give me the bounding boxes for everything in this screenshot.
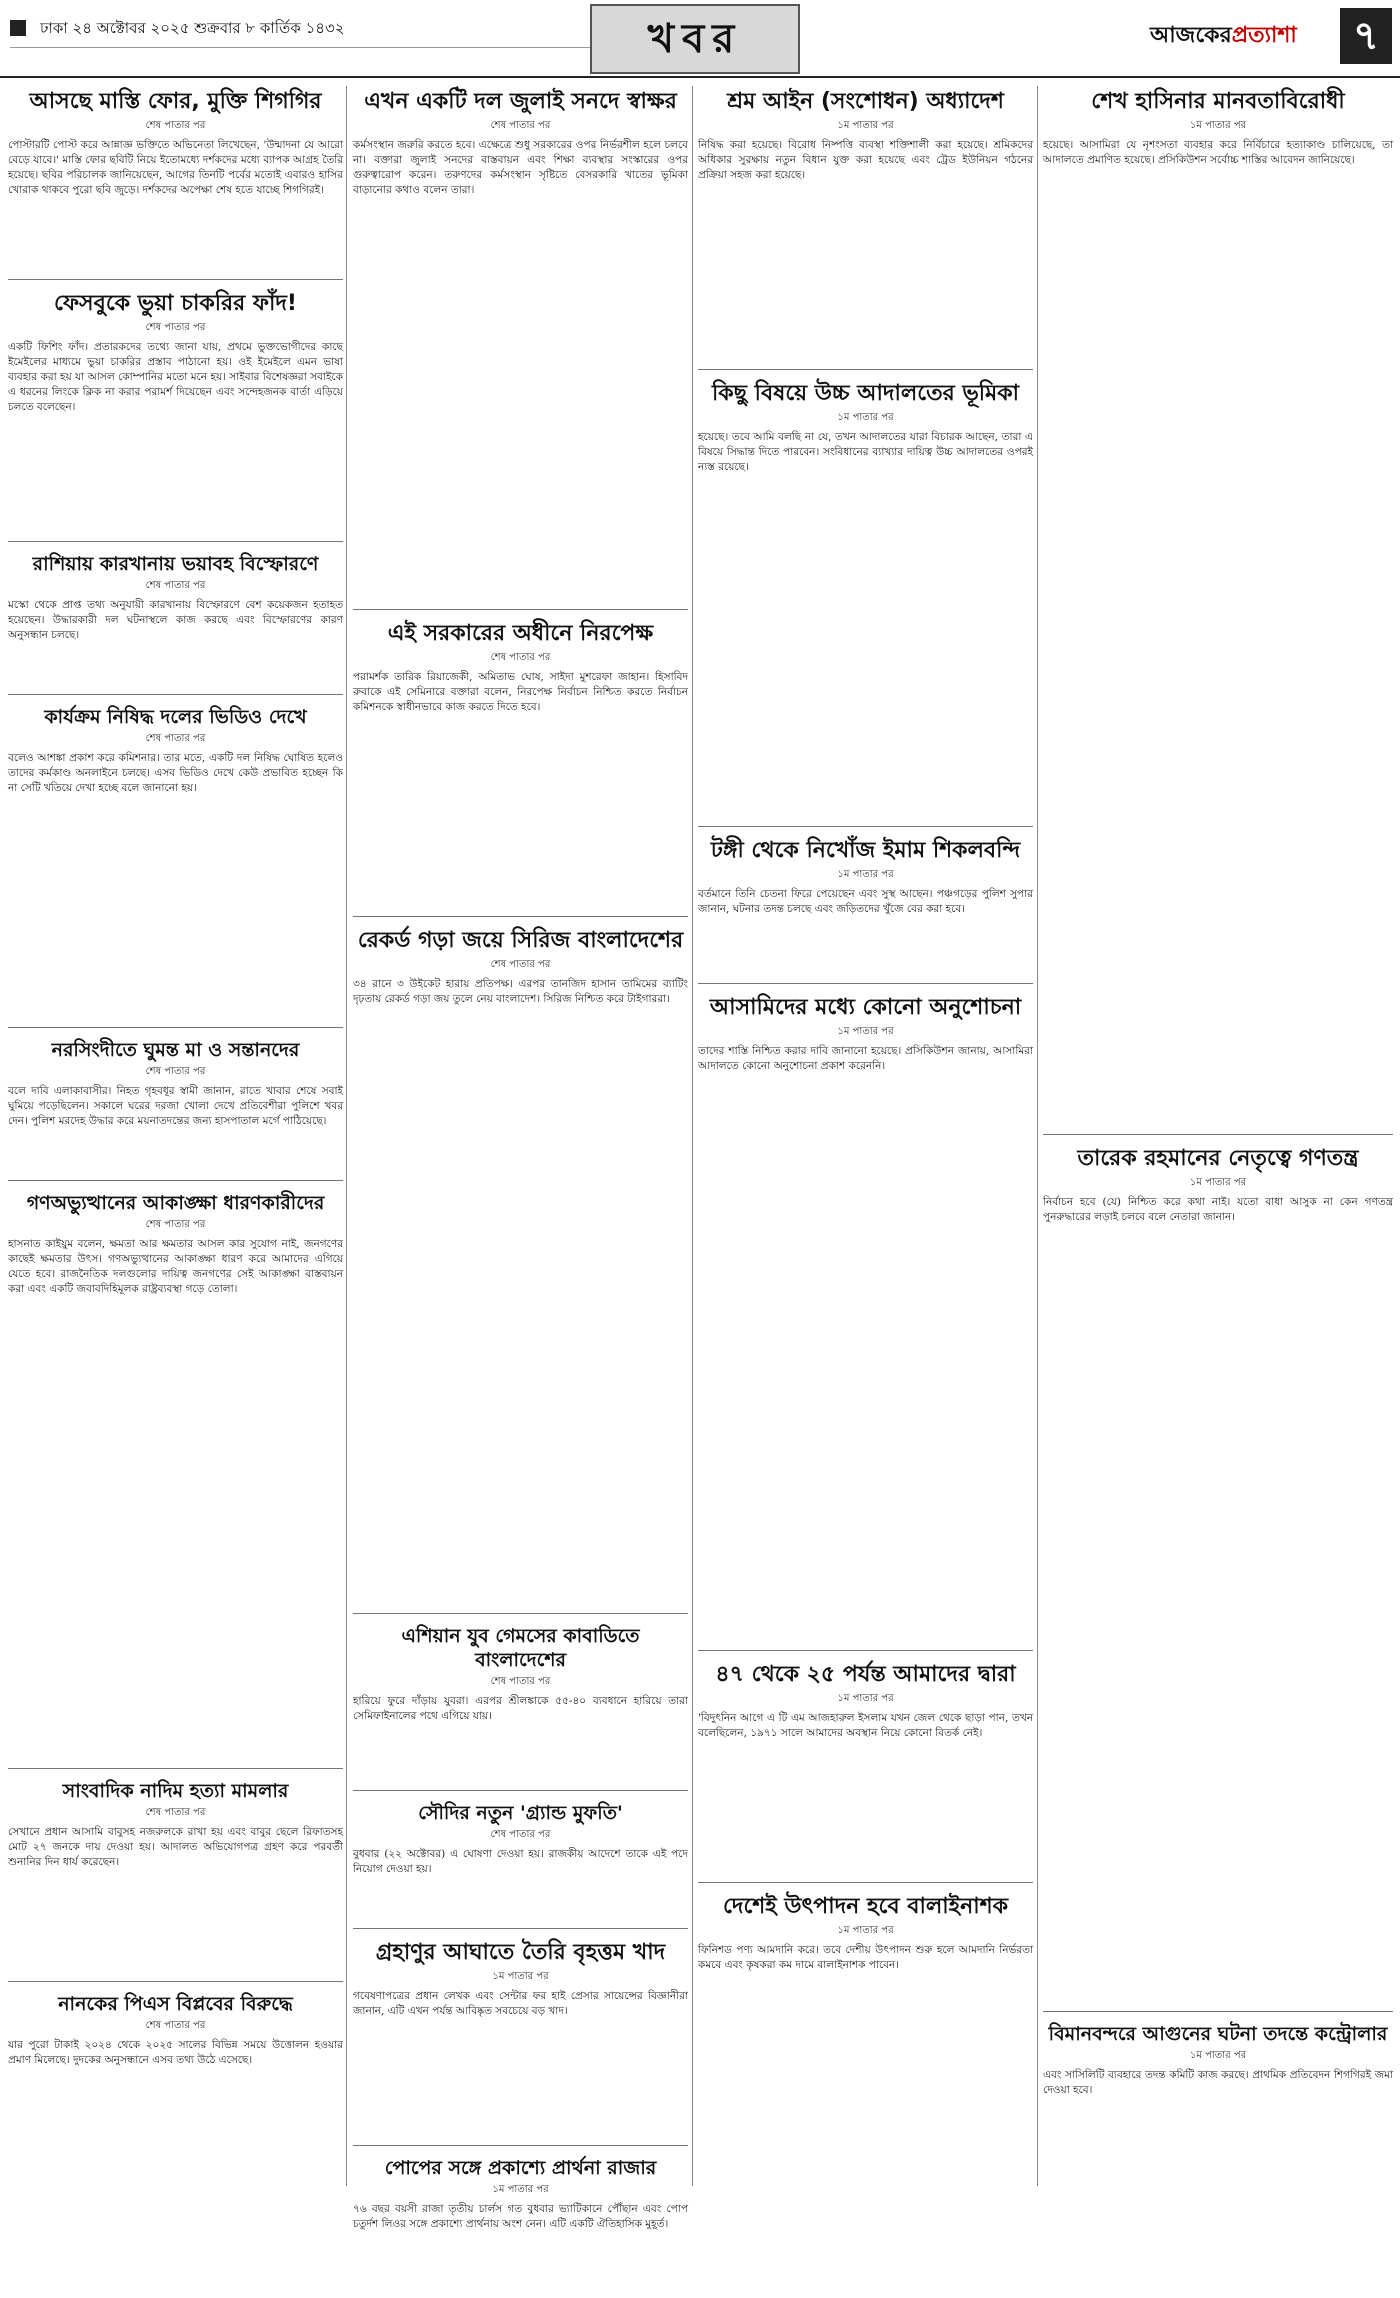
page-number: ৭ [1340,8,1392,64]
article-body: ফিনিশড পণ্য আমদানি করে। তবে দেশীয় উৎপাদন শুরু হলে আমদানি নির্ভরতা কমবে এবং কৃষকরা কম দামে বালাইনাশক পাবেন। [698,1944,1033,1971]
date-line [10,8,650,48]
jump-label: ১ম পাতার পর [492,2184,549,2195]
headline[interactable]: টঙ্গী থেকে নিখোঁজ ইমাম শিকলবন্দি [710,838,1021,863]
article-body: ৭৬ বছর বয়সী রাজা তৃতীয় চার্লস গত বুধবার ভ্যাটিকানে পৌঁছান এবং পোপ চতুর্দশ লিওর সঙ্গে প্রকাশ্যে প্রার্থনায় অংশ নেন। এটি একটি ঐতিহাসিক মুহূর্ত। [353,2203,688,2230]
jump-label: ১ম পাতার পর [837,1925,894,1936]
article[interactable] [8,1779,343,1982]
headline[interactable]: সাংবাদিক নাদিম হত্যা মামলার [62,1780,289,1802]
article-body: একটি ফিশিং ফাঁদ। প্রতারকদের তথ্যে জানা যায়, প্রথমে ভুক্তভোগীদের কাছে ইমেইলের মাধ্যমে ভুয়া চাকরির প্রস্তাব পাঠানো হয়। ওই ইমেইলে এমন ভাষা ব্যবহার করা হয় যা আসল কোম্পানির মতো মনে হয়। সাইবার বিশেষজ্ঞরা সবাইকে এ ধরনের লিংকে ক্লিক না করার পরামর্শ দিয়েছেন এবং সন্দেহজনক বার্তা এড়িয়ে চলতে বলেছেন। [8,341,343,413]
jump-label: ১ম পাতার পর [837,869,894,880]
headline[interactable]: এশিয়ান যুব গেমসের কাবাডিতে বাংলাদেশের [401,1625,640,1671]
article[interactable] [8,88,343,280]
article-body: হয়েছে। তবে আমি বলছি না যে, তখন আদালতের যারা বিচারক আছেন, তারা এ বিষয়ে সিদ্ধান্ত দিতে পারবেন। সংবিধানের ব্যাখ্যার দায়িত্ব উচ্চ আদালতের ওপরই ন্যস্ত রয়েছে। [698,431,1033,473]
jump-label: শেষ পাতার পর [145,322,206,333]
headline[interactable]: কার্যক্রম নিষিদ্ধ দলের ভিডিও দেখে [44,706,307,728]
article[interactable] [8,1992,343,2134]
article[interactable] [1043,2022,1393,2119]
headline[interactable]: শ্রম আইন (সংশোধন) অধ্যাদেশ [727,89,1004,114]
jump-label: শেষ পাতার পর [145,1807,206,1818]
date-marker-icon [10,20,26,36]
article[interactable] [8,1038,343,1181]
jump-label: শেষ পাতার পর [145,120,206,131]
headline[interactable]: শেখ হাসিনার মানবতাবিরোধী [1091,89,1345,114]
jump-label: ১ম পাতার পর [837,1026,894,1037]
column-2 [353,86,688,2230]
jump-label: ১ম পাতার পর [1189,1177,1247,1188]
jump-label: ১ম পাতার পর [837,1693,894,1704]
jump-label: শেষ পাতার পর [490,1676,551,1687]
jump-label: শেষ পাতার পর [490,1829,551,1840]
article-body: হাসনাত কাইয়ুম বলেন, ক্ষমতা আর ক্ষমতার আসল কার সুযোগ নাই, জনগণের কাছেই ক্ষমতার উৎস। গণঅভ্যুত্থানের আকাঙ্ক্ষা ধারণ করে আমাদের এগিয়ে যেতে হবে। রাজনৈতিক দলগুলোর দায়িত্ব জনগণের সেই আকাঙ্ক্ষা বাস্তবায়ন করা এবং একটি জবাবদিহিমূলক রাষ্ট্রব্যবস্থা গড়ে তোলা। [8,1238,343,1295]
article[interactable] [698,88,1033,370]
article-body: হয়েছে। আসামিরা যে নৃশংসতা ব্যবহার করে নির্বিচারে হত্যাকাণ্ড চালিয়েছে, তা আদালতে প্রমাণিত হয়েছে। প্রসিকিউশন সর্বোচ্চ শাস্তির আবেদন জানিয়েছে। [1043,139,1393,166]
jump-label: শেষ পাতার পর [145,733,206,744]
headline[interactable]: ফেসবুকে ভুয়া চাকরির ফাঁদ! [54,291,297,316]
article[interactable] [353,927,688,1614]
article-body: কর্মসংস্থান জরুরি করতে হবে। এক্ষেত্রে শুধু সরকারের ওপর নির্ভরশীল হলে চলবে না। বক্তারা জুলাই সনদের বাস্তবায়ন এবং শিক্ষা ব্যবস্থার সংস্কারের ওপর গুরুত্বারোপ করেন। তরুণদের কর্মসংস্থান সৃষ্টিতে বেসরকারি খাতের ভূমিকা বাড়ানোর কথাও বলেন তারা। [353,139,688,196]
logo-part1: আজকের [1150,23,1232,48]
article[interactable] [8,552,343,695]
article-body: বর্তমানে তিনি চেতনা ফিরে পেয়েছেন এবং সুস্থ আছেন। পঞ্চগড়ের পুলিশ সুপার জানান, ঘটনার তদন্ত চলছে এবং জড়িতদের খুঁজে বের করা হবে। [698,888,1033,915]
article[interactable] [8,1191,343,1769]
article-body: যার পুরো টাকাই ২০২৪ থেকে ২০২৫ সালের বিভিন্ন সময়ে উত্তোলন হওয়ার প্রমাণ মিলেছে। দুদকের অনুসন্ধানে এসব তথ্য উঠে এসেছে। [8,2039,343,2066]
jump-label: ১ম পাতার পর [1189,2050,1247,2061]
article[interactable] [698,1893,1033,2144]
article-body: মস্কো থেকে প্রাপ্ত তথ্য অনুযায়ী কারখানায় বিস্ফোরণে বেশ কয়েকজন হতাহত হয়েছেন। উদ্ধারকারী দল ঘটনাস্থলে কাজ করছে এবং বিস্ফোরণের কারণ অনুসন্ধান চলছে। [8,599,343,641]
article-body: বলে দাবি এলাকাবাসীর। নিহত গৃহবধূর স্বামী জানান, রাতে খাবার শেষে সবাই ঘুমিয়ে পড়েছিলেন। সকালে ঘরের দরজা খোলা দেখে প্রতিবেশীরা পুলিশে খবর দেন। পুলিশ মরদেহ উদ্ধার করে ময়নাতদন্তের জন্য হাসপাতাল মর্গে পাঠিয়েছে। [8,1085,343,1127]
logo-part2: প্রত্যাশা [1231,23,1297,48]
headline[interactable]: গ্রহাণুর আঘাতে তৈরি বৃহত্তম খাদ [375,1940,666,1965]
article-body: নিষিদ্ধ করা হয়েছে। বিরোধ নিষ্পত্তি ব্যবস্থা শক্তিশালী করা হয়েছে। শ্রমিকদের অধিকার সুরক্ষায় নতুন বিধান যুক্ত করা হয়েছে এবং ট্রেড ইউনিয়ন গঠনের প্রক্রিয়া সহজ করা হয়েছে। [698,139,1033,181]
article-body: সেখানে প্রধান আসামি বাবুসহ নজরুলকে রাখা হয় এবং বাবুর ছেলে রিফাতসহ মোট ২৭ জনকে দায় দেওয়া হয়। আদালত অভিযোগপত্র গ্রহণ করে পরবর্তী শুনানির দিন ধার্য করেছেন। [8,1826,343,1868]
column-4 [1043,86,1393,2186]
page-header [0,0,1400,78]
jump-label: শেষ পাতার পর [145,1066,206,1077]
headline[interactable]: তারেক রহমানের নেতৃত্বে গণতন্ত্র [1077,1146,1359,1171]
newspaper-logo[interactable] [1150,10,1330,62]
jump-label: ১ম পাতার পর [837,120,894,131]
headline[interactable]: রেকর্ড গড়া জয়ে সিরিজ বাংলাদেশের [357,928,684,953]
article[interactable] [353,1801,688,1929]
article-body: বলেও আশঙ্কা প্রকাশ করে কমিশনার। তার মতে, একটি দল নিষিদ্ধ ঘোষিত হলেও তাদের কর্মকাণ্ড অনলাইনে চলছে। এসব ভিডিও দেখে কেউ প্রভাবিত হচ্ছেন কি না সেটি খতিয়ে দেখা হচ্ছে বলে জানানো হয়। [8,752,343,794]
headline[interactable]: গণঅভ্যুত্থানের আকাঙ্ক্ষা ধারণকারীদের [26,1192,325,1214]
jump-label: ১ম পাতার পর [837,412,894,423]
jump-label: শেষ পাতার পর [490,120,551,131]
column-divider [692,86,693,2186]
article-body: পরামর্শক তারিক রিয়াজেকী, অমিতাভ ঘোষ, সাইদা মুশরেফা জাহান। হিসাবিদ রুবাকে এই সেমিনারে বক্তারা বলেন, নিরপেক্ষ নির্বাচন নিশ্চিত করতে নির্বাচন কমিশনকে স্বাধীনভাবে কাজ করতে দিতে হবে। [353,671,688,713]
article[interactable] [1043,1145,1393,2012]
jump-label: শেষ পাতার পর [490,959,551,970]
headline[interactable]: এখন একটি দল জুলাই সনদে স্বাক্ষর [364,89,677,114]
headline[interactable]: নানকের পিএস বিপ্লবের বিরুদ্ধে [58,1993,293,2015]
column-divider [346,86,347,2186]
jump-label: শেষ পাতার পর [145,2020,206,2031]
date-text: ঢাকা ২৪ অক্টোবর ২০২৫ শুক্রবার ৮ কার্তিক ১৪৩২ [40,19,345,37]
section-title: খবর [590,4,800,74]
article[interactable] [353,620,688,917]
headline[interactable]: দেশেই উৎপাদন হবে বালাইনাশক [722,1894,1009,1919]
article[interactable] [698,380,1033,827]
article-body: ৩৪ রানে ৩ উইকেট হারায় প্রতিপক্ষ। এরপর তানজিদ হাসান তামিমের ব্যাটিং দৃঢ়তায় রেকর্ড গড়া জয় তুলে নেয় বাংলাদেশ। সিরিজ নিশ্চিত করে টাইগাররা। [353,978,688,1005]
article-body: তাদের শাস্তি নিশ্চিত করার দাবি জানানো হয়েছে। প্রসিকিউশন জানায়, আসামিরা আদালতে কোনো অনুশোচনা প্রকাশ করেননি। [698,1045,1033,1072]
column-1 [8,86,343,2186]
article-body: গবেষণাপত্রের প্রধান লেখক এবং সেন্টার ফর হাই প্রেসার সায়েন্সের বিজ্ঞানীরা জানান, এটি এখন পর্যন্ত আবিষ্কৃত সবচেয়ে বড় খাদ। [353,1990,688,2017]
article[interactable] [698,994,1033,1651]
headline[interactable]: বিমানবন্দরে আগুনের ঘটনা তদন্তে কন্ট্রোলার [1048,2023,1388,2045]
jump-label: ১ম পাতার পর [1189,120,1247,131]
headline[interactable]: নরসিংদীতে ঘুমন্ত মা ও সন্তানদের [51,1039,300,1061]
headline[interactable]: এই সরকারের অধীনে নিরপেক্ষ [387,621,654,646]
headline[interactable]: রাশিয়ায় কারখানায় ভয়াবহ বিস্ফোরণে [32,553,319,575]
article[interactable] [353,88,688,610]
article[interactable] [8,290,343,542]
jump-label: শেষ পাতার পর [145,1219,206,1230]
jump-label: ১ম পাতার পর [492,1971,549,1982]
column-divider [1037,86,1038,2186]
article[interactable] [8,705,343,1028]
article[interactable] [698,837,1033,984]
article-body: হারিয়ে ফুরে দাঁড়ায় যুবরা। এরপর শ্রীলঙ্কাকে ৫৫-৪০ ব্যবধানে হারিয়ে তারা সেমিফাইনালের পথে এগিয়ে যায়। [353,1695,688,1722]
article-body: বুধবার (২২ অক্টোবর) এ ঘোষণা দেওয়া হয়। রাজকীয় আদেশে তাকে এই পদে নিয়োগ দেওয়া হয়। [353,1848,688,1875]
article[interactable] [1043,88,1393,1135]
column-3 [698,86,1033,2186]
article-body: পোস্টারটি পোস্ট করে আন্নাজ্ঞ ভক্তিতে অভিনেতা লিখেছেন, 'উন্মাদনা যে আরো বেড়ে যাবে।' মাস্তি ফোর ছবিটি নিয়ে ইতোমধ্যে দর্শকদের মধ্যে ব্যাপক আগ্রহ তৈরি হয়েছে। ছবির পরিচালক জানিয়েছেন, আগের তিনটি পর্বের মতোই এবারও হাসির খোরাক থাকবে পুরো ছবি জুড়ে। দর্শকদের অপেক্ষা শেষ হতে যাচ্ছে শিগগিরই। [8,139,343,196]
article-body: 'বিদুৎনিন আগে এ টি এম আজহারুল ইসলাম যখন জেল থেকে ছাড়া পান, তখন বলেছিলেন, ১৯৭১ সালে আমাদের অবস্থান নিয়ে কোনো বিতর্ক নেই। [698,1712,1033,1739]
jump-label: শেষ পাতার পর [490,652,551,663]
headline[interactable]: আসছে মাস্তি ফোর, মুক্তি শিগগির [29,89,322,114]
headline[interactable]: কিছু বিষয়ে উচ্চ আদালতের ভূমিকা [711,381,1020,406]
headline[interactable]: সৌদির নতুন 'গ্র্যান্ড মুফতি' [418,1802,623,1824]
article[interactable] [353,1939,688,2146]
headline[interactable]: ৪৭ থেকে ২৫ পর্যন্ত আমাদের দ্বারা [715,1662,1016,1687]
article-body: এবং সাসিলিটি ব্যবহারে তদন্ত কমিটি কাজ করছে। প্রাথমিক প্রতিবেদন শিগগিরই জমা দেওয়া হবে। [1043,2069,1393,2096]
article[interactable] [353,2156,688,2298]
article-body: নির্বাচন হবে (যে) নিশ্চিত করে কথা নাই। যতো বাধা আসুক না কেন গণতন্ত্র পুনরুদ্ধারের লড়াই চলবে বলে নেতারা জানান। [1043,1196,1393,1223]
article[interactable] [353,1624,688,1791]
article[interactable] [698,1661,1033,1883]
jump-label: শেষ পাতার পর [145,580,206,591]
headline[interactable]: পোপের সঙ্গে প্রকাশ্যে প্রার্থনা রাজার [384,2157,657,2179]
headline[interactable]: আসামিদের মধ্যে কোনো অনুশোচনা [709,995,1022,1020]
